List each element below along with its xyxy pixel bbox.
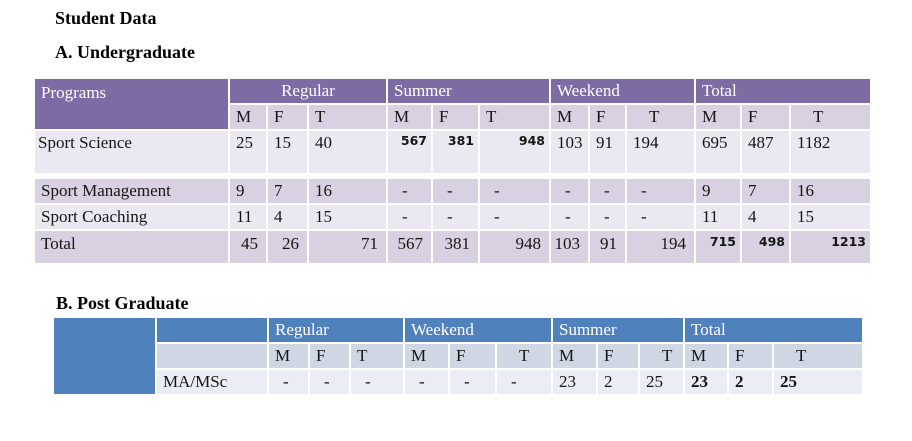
- cell-summer-f: 2: [597, 369, 639, 395]
- cell-summer-m: -: [387, 204, 432, 230]
- cell-total-t: 25: [773, 369, 863, 395]
- cell-summer-m: 567: [387, 230, 432, 264]
- group-header-summer: Summer: [552, 317, 684, 343]
- cell-weekend-t: -: [626, 176, 695, 204]
- cell-summer-t: -: [479, 204, 550, 230]
- subheader-t: T: [626, 104, 695, 130]
- row-label: Total: [34, 230, 229, 264]
- postgraduate-table: [52, 316, 864, 396]
- subheader-f: F: [267, 104, 308, 130]
- subheader-t: T: [639, 343, 684, 369]
- cell-total-f: 487: [741, 130, 790, 176]
- group-header-regular: Regular: [229, 78, 387, 104]
- cell-weekend-f: -: [449, 369, 496, 395]
- cell-regular-t: 16: [308, 176, 387, 204]
- cell-total-f: 7: [741, 176, 790, 204]
- cell-regular-m: 11: [229, 204, 267, 230]
- cell-summer-t: 948: [479, 230, 550, 264]
- cell-total-m: 11: [695, 204, 741, 230]
- cell-summer-t: -: [479, 176, 550, 204]
- cell-regular-m: 45: [229, 230, 267, 264]
- cell-weekend-m: 103: [550, 230, 589, 264]
- cell-weekend-m: -: [550, 176, 589, 204]
- group-header-summer: Summer: [387, 78, 550, 104]
- cell-regular-f: 7: [267, 176, 308, 204]
- cell-weekend-t: -: [496, 369, 552, 395]
- section-a-heading: A. Undergraduate: [55, 42, 195, 62]
- subheader-row: [53, 343, 863, 369]
- undergraduate-table: [33, 77, 872, 265]
- cell-summer-f: -: [432, 204, 479, 230]
- cell-weekend-f: 91: [589, 230, 626, 264]
- page-title: Student Data: [55, 8, 157, 28]
- subheader-f: F: [741, 104, 790, 130]
- empty-cell: [156, 343, 268, 369]
- table-row-sport-science: [34, 130, 871, 176]
- subheader-m: M: [550, 104, 589, 130]
- cell-weekend-m: -: [550, 204, 589, 230]
- row-label: Sport Coaching: [34, 204, 229, 230]
- subheader-f: F: [309, 343, 350, 369]
- subheader-t: T: [350, 343, 404, 369]
- subheader-t: T: [496, 343, 552, 369]
- subheader-t: T: [773, 343, 863, 369]
- table-row-sport-management: [34, 176, 871, 204]
- subheader-m: M: [387, 104, 432, 130]
- cell-summer-m: 23: [552, 369, 597, 395]
- cell-total-m: 715: [695, 230, 741, 264]
- cell-total-t: 15: [790, 204, 871, 230]
- table-row-ma-msc: [53, 369, 863, 395]
- cell-regular-f: 4: [267, 204, 308, 230]
- cell-total-f: 498: [741, 230, 790, 264]
- cell-regular-t: 40: [308, 130, 387, 176]
- subheader-t: T: [790, 104, 871, 130]
- cell-weekend-t: 194: [626, 130, 695, 176]
- subheader-t: T: [308, 104, 387, 130]
- cell-summer-f: 381: [432, 130, 479, 176]
- subheader-m: M: [684, 343, 728, 369]
- subheader-f: F: [449, 343, 496, 369]
- cell-total-t: 16: [790, 176, 871, 204]
- row-label: Sport Science: [34, 130, 229, 176]
- cell-summer-f: -: [432, 176, 479, 204]
- subheader-f: F: [589, 104, 626, 130]
- section-b-heading: B. Post Graduate: [56, 293, 189, 313]
- cell-summer-m: -: [387, 176, 432, 204]
- cell-total-m: 695: [695, 130, 741, 176]
- cell-summer-f: 381: [432, 230, 479, 264]
- subheader-m: M: [229, 104, 267, 130]
- subheader-t: T: [479, 104, 550, 130]
- cell-regular-t: 71: [308, 230, 387, 264]
- cell-total-f: 2: [728, 369, 773, 395]
- cell-regular-f: 15: [267, 130, 308, 176]
- subheader-m: M: [552, 343, 597, 369]
- subheader-m: M: [268, 343, 309, 369]
- program-header-cell: [156, 317, 268, 343]
- cell-total-f: 4: [741, 204, 790, 230]
- subheader-f: F: [432, 104, 479, 130]
- cell-total-m: 9: [695, 176, 741, 204]
- cell-weekend-f: -: [589, 176, 626, 204]
- table-row-total: [34, 230, 871, 264]
- group-header-row: [53, 317, 863, 343]
- table-row-sport-coaching: [34, 204, 871, 230]
- cell-weekend-f: -: [589, 204, 626, 230]
- cell-regular-f: -: [309, 369, 350, 395]
- cell-summer-m: 567: [387, 130, 432, 176]
- cell-weekend-t: -: [626, 204, 695, 230]
- subheader-f: F: [597, 343, 639, 369]
- cell-summer-t: 948: [479, 130, 550, 176]
- cell-weekend-m: -: [404, 369, 449, 395]
- cell-regular-f: 26: [267, 230, 308, 264]
- cell-weekend-t: 194: [626, 230, 695, 264]
- group-header-weekend: Weekend: [404, 317, 552, 343]
- cell-summer-t: 25: [639, 369, 684, 395]
- blue-block-cell: [53, 317, 156, 395]
- subheader-f: F: [728, 343, 773, 369]
- row-label: Sport Management: [34, 176, 229, 204]
- group-header-regular: Regular: [268, 317, 404, 343]
- cell-regular-t: -: [350, 369, 404, 395]
- cell-weekend-m: 103: [550, 130, 589, 176]
- subheader-m: M: [404, 343, 449, 369]
- cell-regular-m: -: [268, 369, 309, 395]
- cell-regular-m: 25: [229, 130, 267, 176]
- cell-total-t: 1182: [790, 130, 871, 176]
- cell-regular-m: 9: [229, 176, 267, 204]
- cell-total-t: 1213: [790, 230, 871, 264]
- row-label: MA/MSc: [156, 369, 268, 395]
- group-header-total: Total: [684, 317, 863, 343]
- cell-weekend-f: 91: [589, 130, 626, 176]
- programs-header-cell: Programs: [34, 78, 229, 130]
- group-header-row: [34, 78, 871, 104]
- subheader-m: M: [695, 104, 741, 130]
- cell-regular-t: 15: [308, 204, 387, 230]
- group-header-total: Total: [695, 78, 871, 104]
- cell-total-m: 23: [684, 369, 728, 395]
- group-header-weekend: Weekend: [550, 78, 695, 104]
